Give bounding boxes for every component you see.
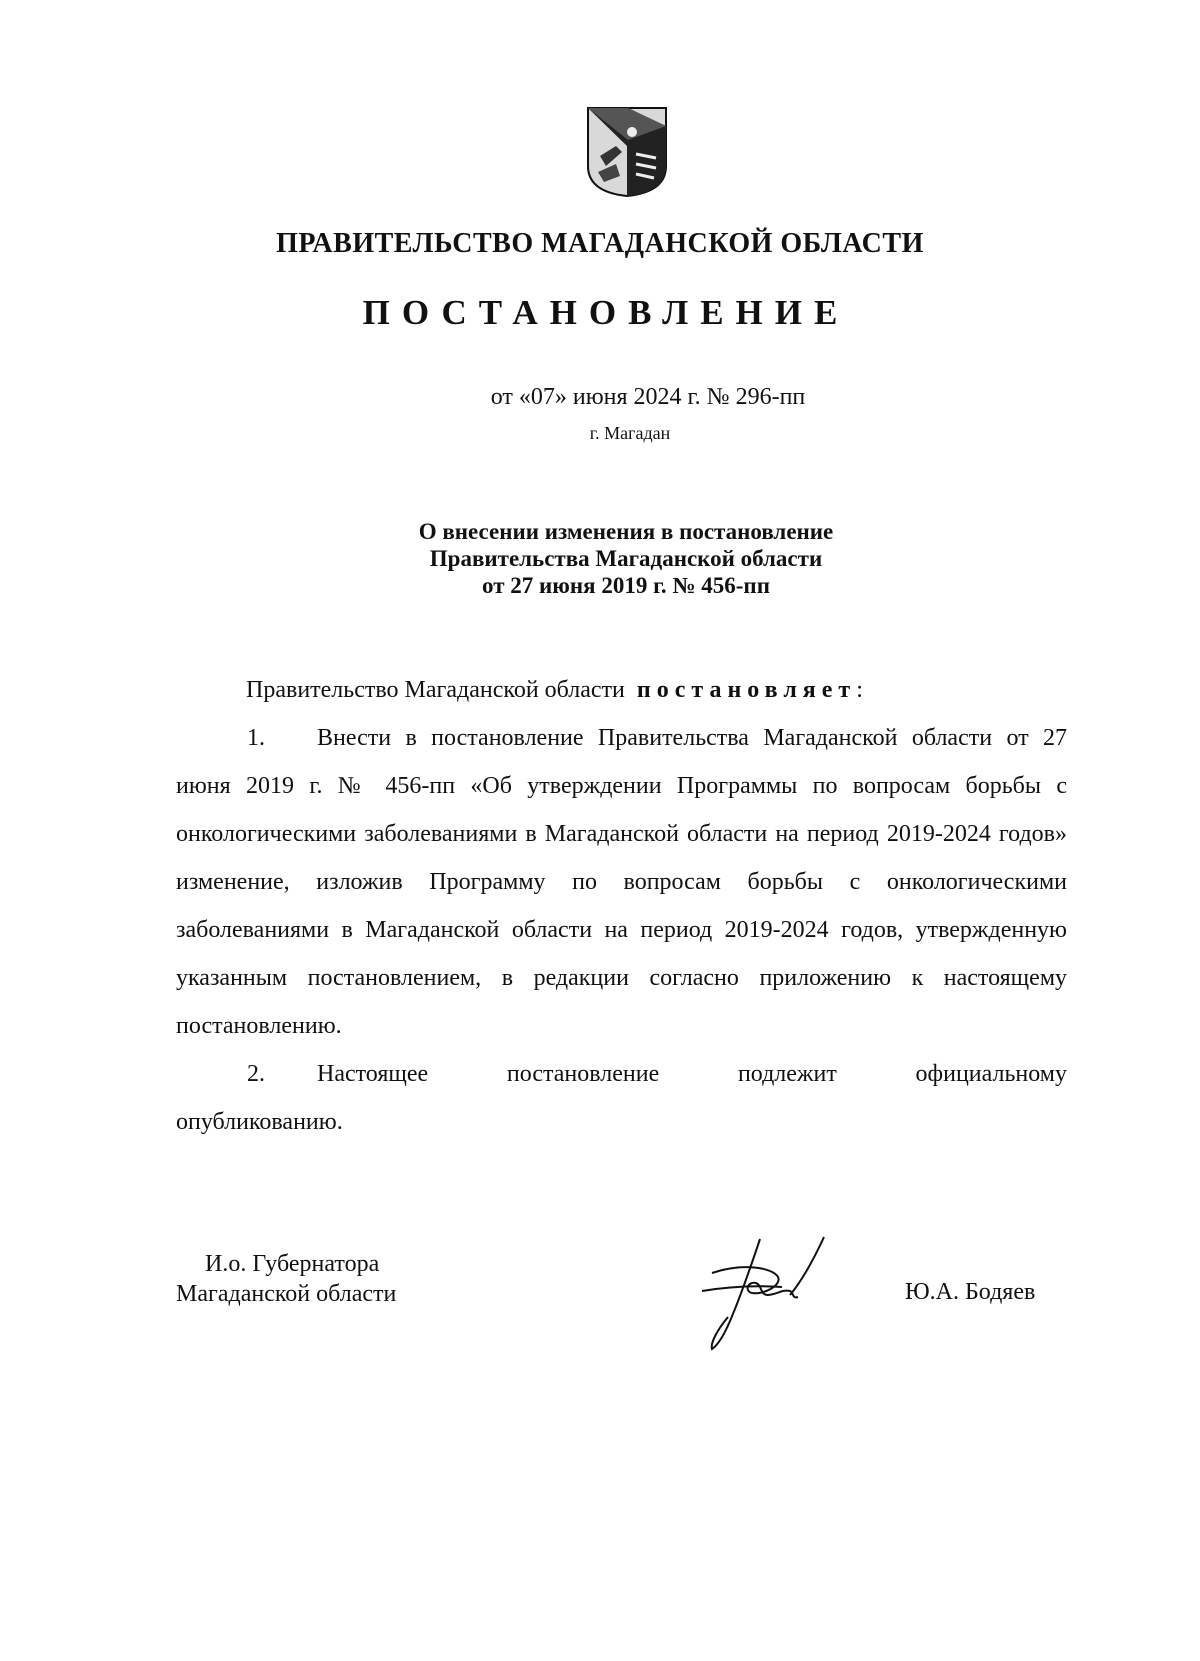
subject-line-1: О внесении изменения в постановление: [418, 519, 834, 544]
enacting-colon: :: [856, 677, 863, 703]
document-body: [176, 666, 1067, 1146]
enacting-verb: постановляет: [636, 677, 857, 703]
enacting-clause: [176, 666, 1067, 714]
clause-item: [176, 714, 1067, 1050]
clause-text: Внести в постановление Правительства Магаданской области от 27 июня 2019 г. № 456-пп «Об утверждении Программы по вопросам борьбы с онкологическими заболеваниями в Магаданской области на период 2019-2024 годов» изменение, изложив Программу по вопросам борьбы с онкологическими заболеваниями в Магаданской области на период 2019-2024 годов, утвержденную указанным постановлением, в редакции согласно приложению к настоящему постановлению.: [176, 725, 1067, 1039]
clause-text-line-1: Настоящее постановление подлежит официальному: [317, 1061, 1067, 1087]
issuing-authority: ПРАВИТЕЛЬСТВО МАГАДАНСКОЙ ОБЛАСТИ: [276, 228, 924, 259]
clause-number: 2.: [247, 1061, 265, 1087]
clause-number: 1.: [247, 725, 265, 751]
clause-item: [176, 1050, 1067, 1098]
signatory-position: [176, 1249, 396, 1309]
clause-text-line-2: опубликованию.: [176, 1109, 343, 1135]
document-type-heading: ПОСТАНОВЛЕНИЕ: [362, 293, 850, 332]
document-date-number: от «07» июня 2024 г. № 296-пп: [490, 384, 806, 410]
signature-icon: [682, 1233, 832, 1353]
enacting-clause-text: Правительство Магаданской области: [246, 677, 625, 703]
document-subject: [0, 518, 1200, 599]
subject-line-2: Правительства Магаданской области: [429, 546, 823, 571]
coat-of-arms-icon: [586, 106, 668, 198]
signatory-name: Ю.А. Бодяев: [905, 1279, 1036, 1305]
position-line-2: Магаданской области: [176, 1281, 397, 1307]
position-line-1: И.о. Губернатора: [205, 1251, 380, 1277]
document-city: г. Магадан: [589, 423, 671, 443]
subject-line-3: от 27 июня 2019 г. № 456-пп: [482, 573, 770, 598]
